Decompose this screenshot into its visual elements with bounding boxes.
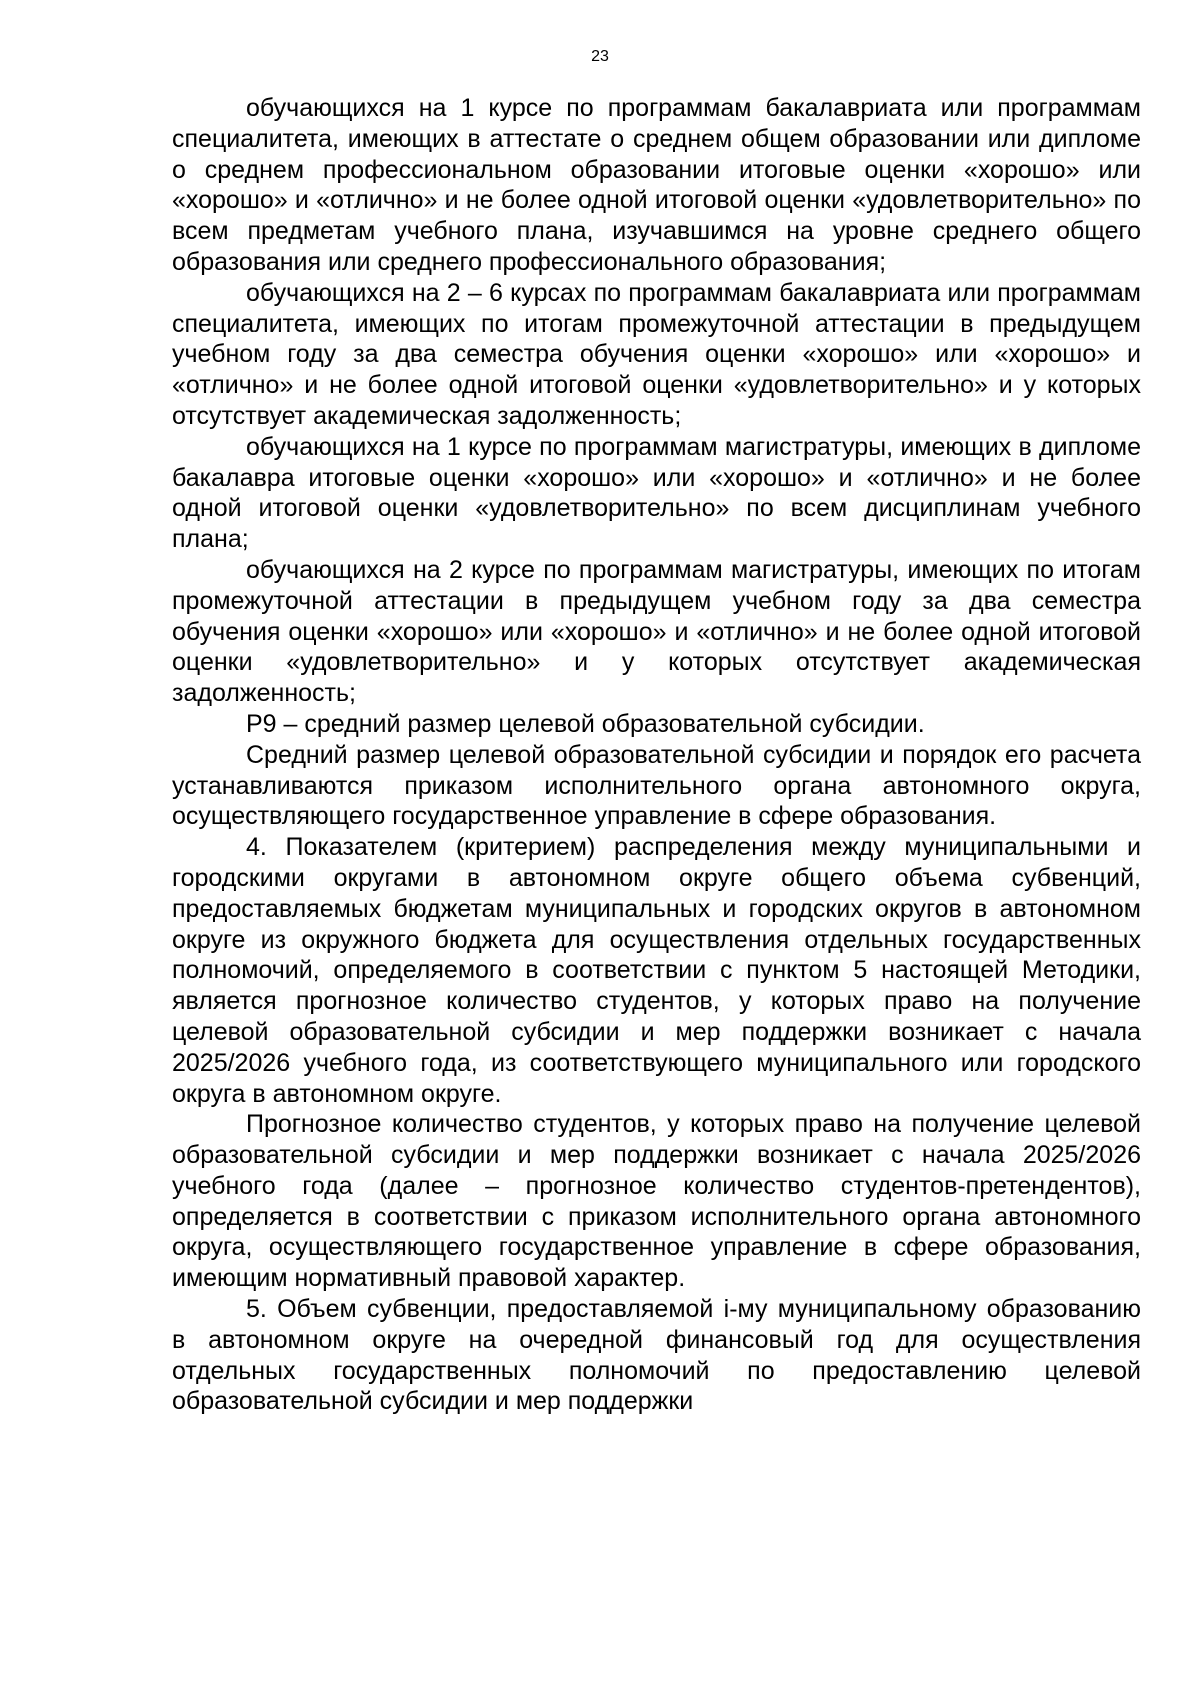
paragraph-master-first-year: обучающихся на 1 курсе по программам магистратуры, имеющих в дипломе бакалавра итоговые оценки «хорошо» или «хорошо» и «отлично» и не более одной итоговой оценки «удовлетворительно» по всем дисциплинам учебного плана;: [172, 432, 1141, 554]
paragraph-p9-definition: Р9 – средний размер целевой образовательной субсидии.: [246, 709, 925, 738]
paragraph-section-4: 4. Показателем (критерием) распределения между муниципальными и городскими округами в автономном округе общего объема субвенций, предоставляемых бюджетам муниципальных и городских округов в автономном округе из окружного бюджета для осуществления отдельных государственных полномочий, определяемого в соответствии с пунктом 5 настоящей Методики, является прогнозное количество студентов, у которых право на получение целевой образовательной субсидии и мер поддержки возникает с начала 2025/2026 учебного года, из соответствующего муниципального или городского округа в автономном округе.: [172, 833, 1141, 1108]
paragraph-master-second-year: обучающихся на 2 курсе по программам магистратуры, имеющих по итогам промежуточной аттестации в предыдущем учебном году за два семестра обучения оценки «хорошо» или «хорошо» и «отлично» и не более одной итоговой оценки «удовлетворительно» и у которых отсутствует академическая задолженность;: [172, 555, 1141, 708]
paragraph-section-5: 5. Объем субвенции, предоставляемой i-му муниципальному образованию в автономном округе на очередной финансовый год для осуществления отдельных государственных полномочий по предоставлению целевой образовательной субсидии и мер поддержки: [172, 1295, 1141, 1416]
paragraph-bachelor-first-year: обучающихся на 1 курсе по программам бакалавриата или программам специалитета, имеющих в аттестате о среднем общем образовании или дипломе о среднем профессиональном образовании итоговые оценки «хорошо» или «хорошо» и «отлично» и не более одной итоговой оценки «удовлетворительно» по всем предметам учебного плана, изучавшимся на уровне среднего общего образования или среднего профессионального образования;: [172, 94, 1141, 276]
paragraph-forecast-students: Прогнозное количество студентов, у которых право на получение целевой образовательной субсидии и мер поддержки возникает с начала 2025/2026 учебного года (далее – прогнозное количество студентов-претендентов), определяется в соответствии с приказом исполнительного органа автономного округа, осуществляющего государственное управление в сфере образования, имеющим нормативный правовой характер.: [172, 1110, 1141, 1293]
document-body: [172, 93, 1141, 1417]
paragraph-average-subsidy: Средний размер целевой образовательной субсидии и порядок его расчета устанавливаются приказом исполнительного органа автономного округа, осуществляющего государственное управление в сфере образования.: [172, 740, 1141, 831]
paragraph-bachelor-later-years: обучающихся на 2 – 6 курсах по программам бакалавриата или программам специалитета, имеющих по итогам промежуточной аттестации в предыдущем учебном году за два семестра обучения оценки «хорошо» или «хорошо» и «отлично» и не более одной итоговой оценки «удовлетворительно» и у которых отсутствует академическая задолженность;: [172, 278, 1141, 430]
page-number: 23: [591, 48, 609, 65]
